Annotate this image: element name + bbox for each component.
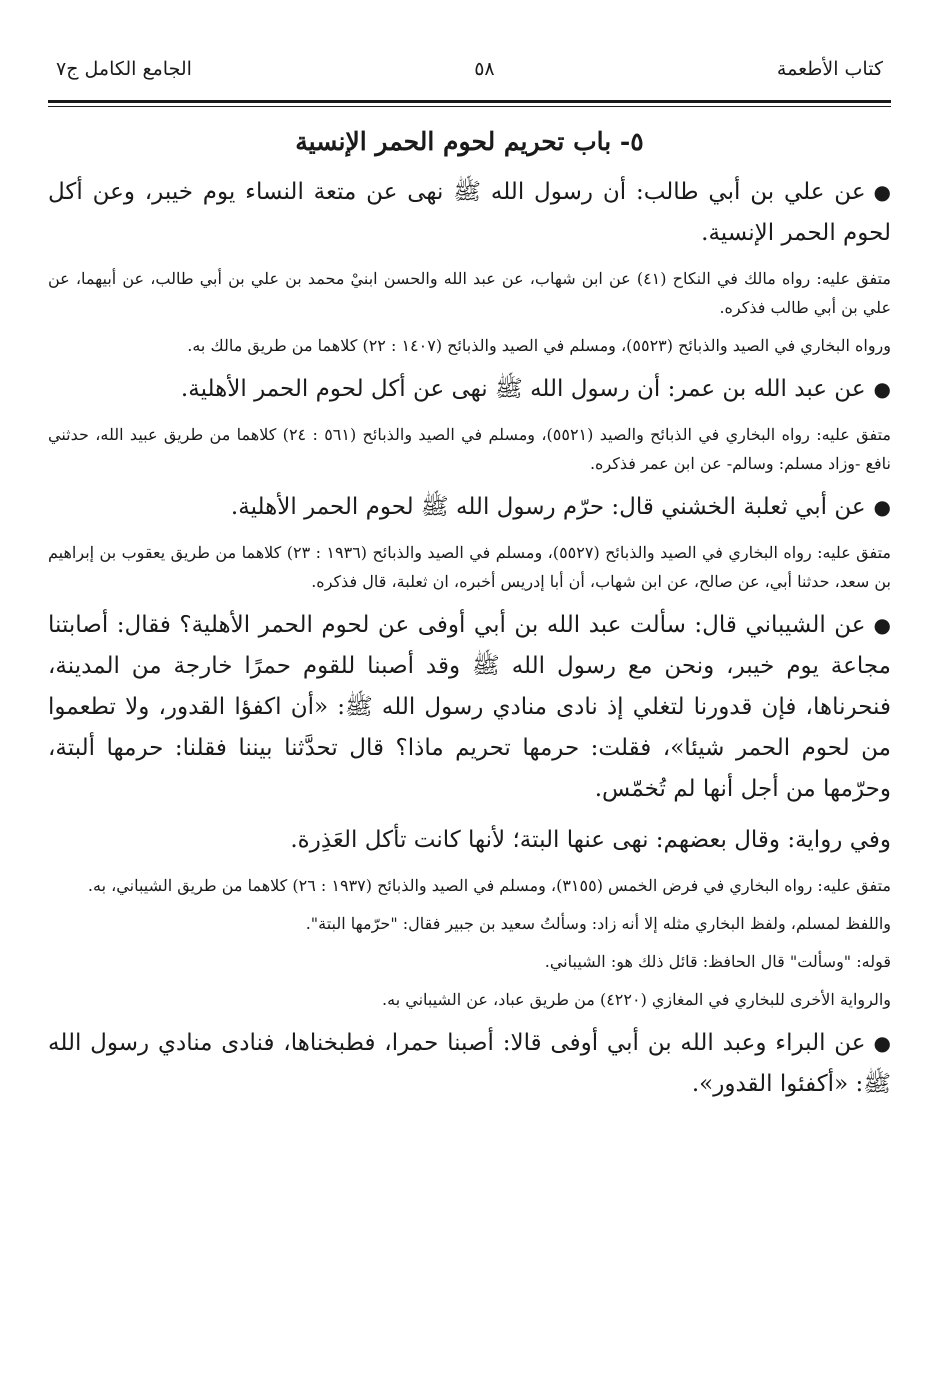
bullet-icon: ● [873, 180, 891, 204]
bullet-icon: ● [873, 613, 891, 637]
hadith-paragraph [48, 172, 891, 254]
takhrij-note: متفق عليه: رواه البخاري في الصيد والذبائح (٥٥٢٧)، ومسلم في الصيد والذبائح (١٩٣٦ : ٢٣) كلاهما من طريق يعقوب بن إبراهيم بن سعد، حدثنا أبي، عن صالح، عن ابن شهاب، أن أبا إدريس أخبره، ان ثعلبة، قال فذكره. [48, 543, 892, 591]
bullet-icon: ● [873, 377, 891, 401]
takhrij-note: متفق عليه: رواه مالك في النكاح (٤١) عن ابن شهاب، عن عبد الله والحسن ابنيْ محمد بن علي بن أبي طالب، عن أبيهما، عن علي بن أبي طالب فذكره. [48, 269, 891, 317]
hadith-paragraph [48, 605, 891, 810]
takhrij-note: واللفظ لمسلم، ولفظ البخاري مثله إلا أنه زاد: وسألتُ سعيد بن جبير فقال: "حرّمها البتة". [305, 914, 891, 933]
bullet-icon: ● [873, 495, 891, 519]
takhrij-note: ورواه البخاري في الصيد والذبائح (٥٥٢٣)، ومسلم في الصيد والذبائح (١٤٠٧ : ٢٢) كلاهما من طريق مالك به. [187, 336, 891, 355]
takhrij-note: متفق عليه: رواه البخاري في الذبائح والصيد (٥٥٢١)، ومسلم في الصيد والذبائح (٥٦١ : ٢٤) كلاهما من طريق عبيد الله، حدثني نافع -وزاد مسلم: وسالم- عن ابن عمر فذكره. [48, 425, 892, 473]
header-rule-thick [48, 100, 891, 103]
running-title: الجامع الكامل ج٧ [56, 58, 192, 80]
hadith-text: عن أبي ثعلبة الخشني قال: حرّم رسول الله ﷺ لحوم الحمر الأهلية. [230, 494, 866, 520]
riwaya-paragraph: وفي رواية: وقال بعضهم: نهى عنها البتة؛ لأنها كانت تأكل العَذِرة. [290, 827, 891, 853]
takhrij-note: متفق عليه: رواه البخاري في فرض الخمس (٣١٥٥)، ومسلم في الصيد والذبائح (١٩٣٧ : ٢٦) كلاهما من طريق الشيباني، به. [87, 876, 891, 895]
header-rule-thin [48, 106, 891, 107]
takhrij-note: والرواية الأخرى للبخاري في المغازي (٤٢٢٠) من طريق عباد، عن الشيباني به. [382, 990, 891, 1009]
hadith-paragraph [48, 369, 891, 410]
book-title: كتاب الأطعمة [776, 58, 883, 80]
hadith-text: عن عبد الله بن عمر: أن رسول الله ﷺ نهى عن أكل لحوم الحمر الأهلية. [180, 376, 866, 402]
page-header [48, 58, 891, 94]
chapter-title: ٥- باب تحريم لحوم الحمر الإنسية [295, 127, 644, 156]
takhrij-note: قوله: "وسألت" قال الحافظ: قائل ذلك هو: الشيباني. [544, 952, 891, 971]
hadith-paragraph [48, 1023, 891, 1105]
hadith-paragraph [48, 487, 891, 528]
hadith-text: عن البراء وعبد الله بن أبي أوفى قالا: أصبنا حمرا، فطبخناها، فنادى منادي رسول الله ﷺ: «أكفئوا القدور». [48, 1030, 891, 1097]
page-number: ٥٨ [474, 58, 495, 80]
hadith-text: عن علي بن أبي طالب: أن رسول الله ﷺ نهى عن متعة النساء يوم خيبر، وعن أكل لحوم الحمر الإنسية. [48, 179, 891, 246]
bullet-icon: ● [873, 1031, 891, 1055]
hadith-text: عن الشيباني قال: سألت عبد الله بن أبي أوفى عن لحوم الحمر الأهلية؟ فقال: أصابتنا مجاعة يوم خيبر، ونحن مع رسول الله ﷺ وقد أصبنا للقوم حمرًا خارجة من المدينة، فنحرناها، فإن قدورنا لتغلي إذ نادى منادي رسول الله ﷺ: «أن اكفؤا القدور، ولا تطعموا من لحوم الحمر شيئا»، فقلت: حرمها تحريم ماذا؟ قال تحدَّثنا بيننا فقلنا: حرمها ألبتة، وحرّمها من أجل أنها لم تُخمّس. [48, 612, 891, 802]
